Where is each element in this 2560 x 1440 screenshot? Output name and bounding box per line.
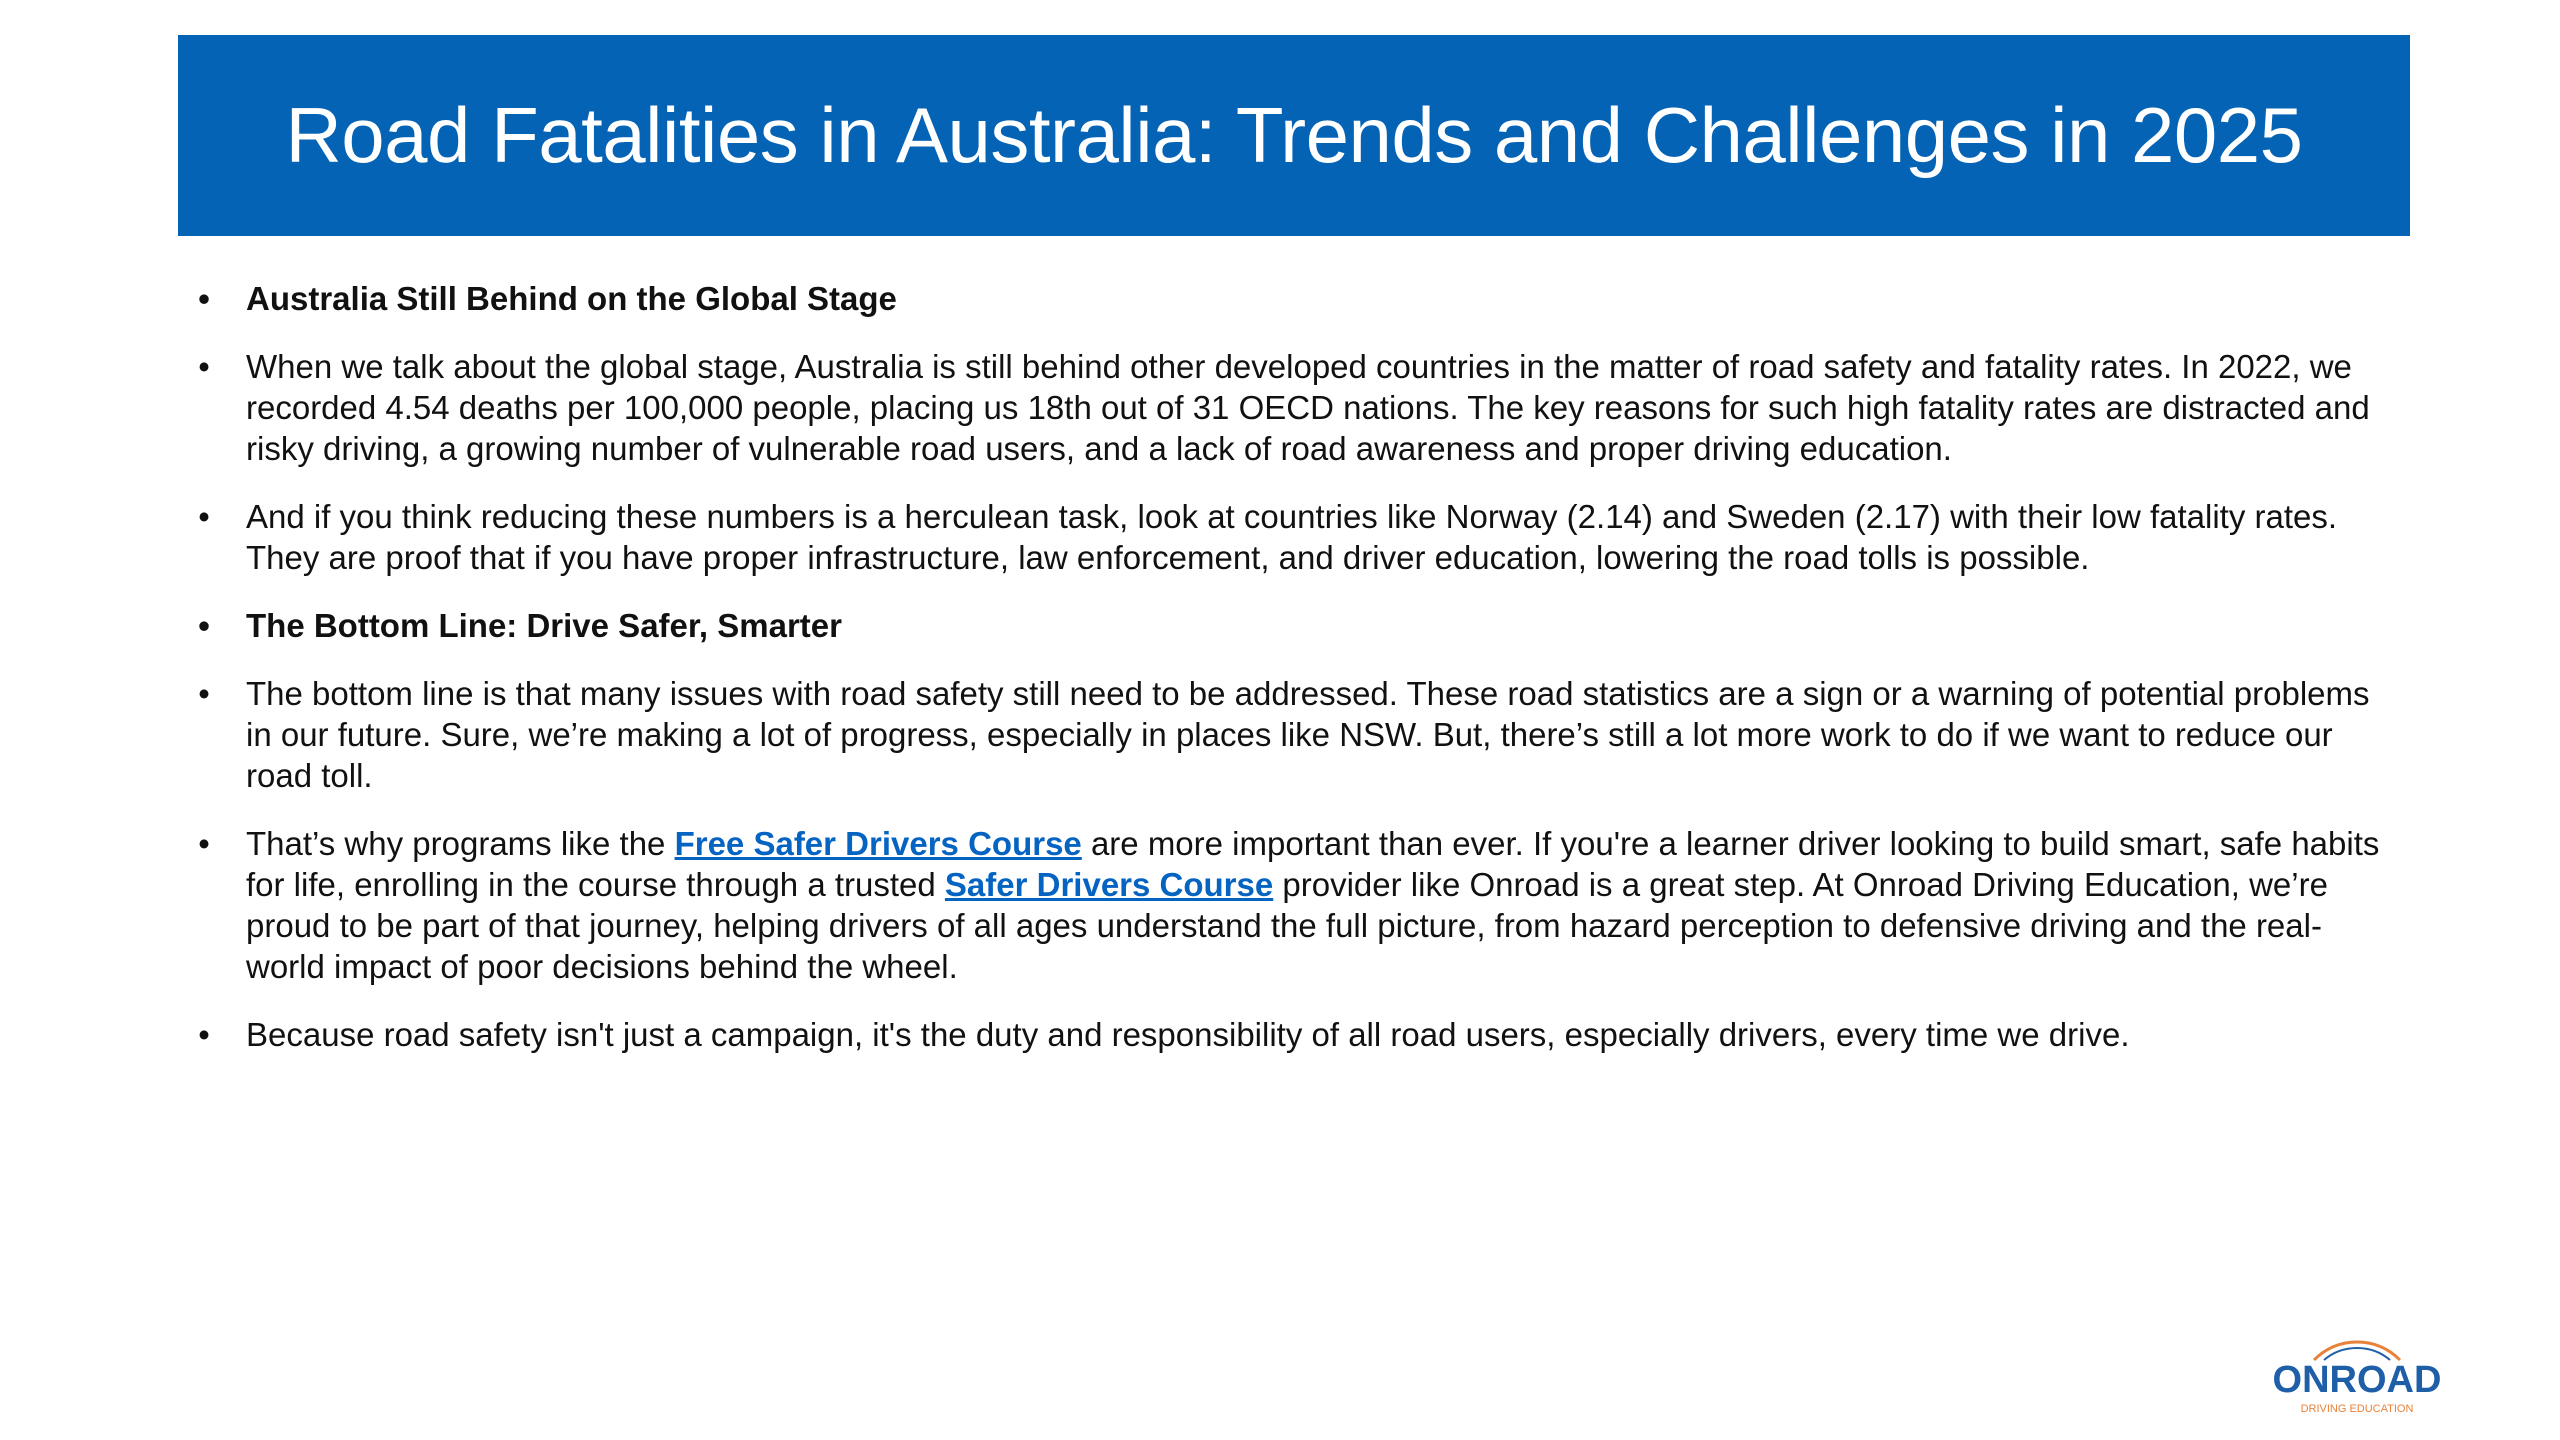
bullet-text: When we talk about the global stage, Australia is still behind other developed countries in the matter of road safety and fatality rates. In 2022, we recorded 4.54 deaths per 100,000 people, placing us 18th out of 31 OECD nations. The key reasons for such high fatality rates are distracted and risky driving, a growing number of vulnerable road users, and a lack of road awareness and proper driving education. bbox=[246, 348, 2370, 467]
bullet-icon: • bbox=[198, 675, 210, 712]
slide-content bbox=[192, 278, 2392, 1082]
free-safer-drivers-course-link[interactable]: Free Safer Drivers Course bbox=[674, 825, 1082, 862]
logo-wordmark: ONROAD bbox=[2272, 1359, 2442, 1401]
bullet-text-part: That’s why programs like the bbox=[246, 825, 675, 862]
bullet-heading-bottom-line bbox=[192, 605, 2392, 646]
bullet-road-safety-duty bbox=[192, 1014, 2392, 1055]
bullet-text-part: provider like Onroad is a great step. At Onroad Driving Education, we’re proud to be part of that journey, helping drivers of all ages understand the full picture, from hazard perception to defensive driving and the real-world impact of poor decisions behind the wheel. bbox=[246, 866, 2328, 985]
bullet-text: And if you think reducing these numbers is a herculean task, look at countries like Norway (2.14) and Sweden (2.17) with their low fatality rates. They are proof that if you have proper infrastructure, law enforcement, and driver education, lowering the road tolls is possible. bbox=[246, 498, 2338, 576]
slide-title: Road Fatalities in Australia: Trends and Challenges in 2025 bbox=[285, 91, 2303, 179]
bullet-text: Because road safety isn't just a campaign, it's the duty and responsibility of all road users, especially drivers, every time we drive. bbox=[246, 1016, 2130, 1053]
bullet-text: The Bottom Line: Drive Safer, Smarter bbox=[246, 607, 842, 644]
bullet-global-stage bbox=[192, 346, 2392, 469]
logo-tagline: DRIVING EDUCATION bbox=[2300, 1403, 2414, 1415]
safer-drivers-course-link[interactable]: Safer Drivers Course bbox=[944, 866, 1274, 903]
title-banner bbox=[178, 35, 2410, 236]
bullet-bottom-line bbox=[192, 673, 2392, 796]
bullet-text: Australia Still Behind on the Global Stage bbox=[246, 280, 897, 317]
bullet-text-part: are more important than ever. If you're a learner driver looking to build smart, safe habits for life, enrolling in the course through a trusted bbox=[246, 825, 2380, 903]
bullet-heading-global bbox=[192, 278, 2392, 319]
bullet-text: The bottom line is that many issues with road safety still need to be addressed. These road statistics are a sign or a warning of potential problems in our future. Sure, we’re making a lot of progress, especially in places like NSW. But, there’s still a lot more work to do if we want to reduce our road toll. bbox=[246, 675, 2370, 794]
bullet-icon: • bbox=[198, 825, 210, 862]
onroad-logo bbox=[2262, 1340, 2452, 1420]
bullet-icon: • bbox=[198, 1016, 210, 1053]
bullet-norway-sweden bbox=[192, 496, 2392, 578]
bullet-icon: • bbox=[198, 348, 210, 385]
bullet-list bbox=[192, 278, 2392, 1055]
bullet-icon: • bbox=[198, 498, 210, 535]
bullet-programs bbox=[192, 823, 2392, 987]
bullet-icon: • bbox=[198, 607, 210, 644]
bullet-icon: • bbox=[198, 280, 210, 317]
